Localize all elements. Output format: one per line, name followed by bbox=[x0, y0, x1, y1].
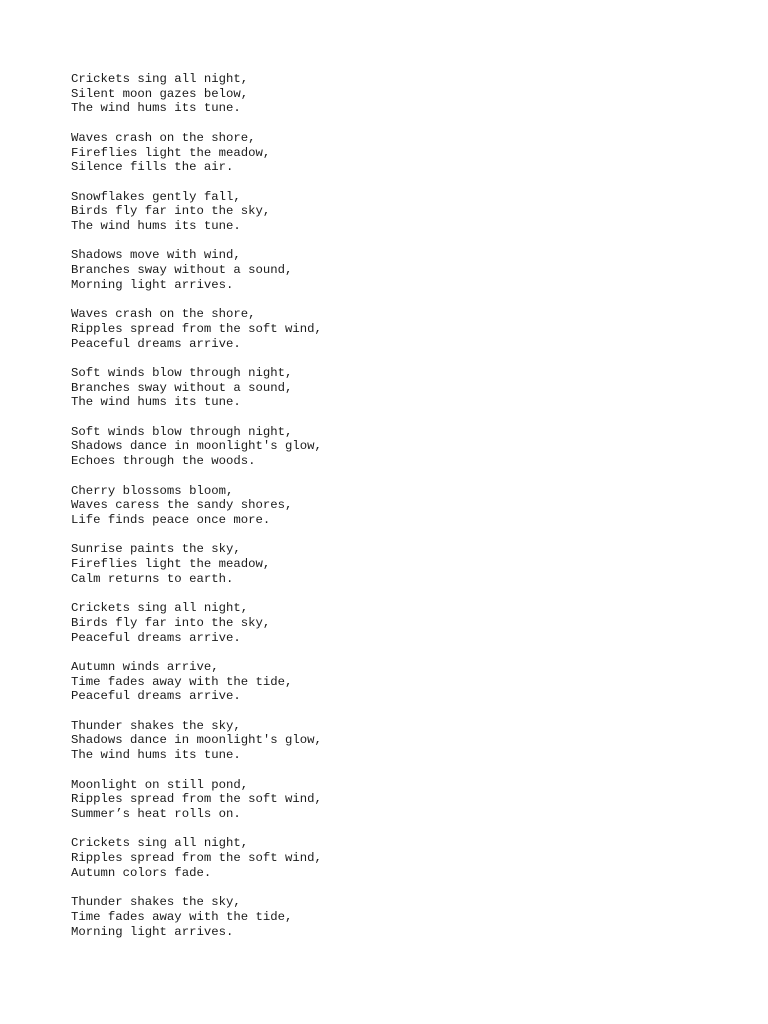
poem-stanza bbox=[71, 131, 731, 175]
poem-line: Snowflakes gently fall, bbox=[71, 189, 241, 204]
poem-line: Waves crash on the shore, bbox=[71, 307, 256, 322]
poem-line: Autumn winds arrive, bbox=[71, 659, 219, 674]
poem-line: Time fades away with the tide, bbox=[71, 909, 293, 924]
poem-stanza bbox=[71, 542, 731, 586]
poem-stanza bbox=[71, 895, 731, 939]
poem-stanza bbox=[71, 484, 731, 528]
poem-line: Morning light arrives. bbox=[71, 924, 234, 939]
poem-line: Life finds peace once more. bbox=[71, 512, 271, 527]
poem-line: Sunrise paints the sky, bbox=[71, 542, 241, 557]
poem-stanza bbox=[71, 425, 731, 469]
poem-line: Moonlight on still pond, bbox=[71, 777, 249, 792]
poem-line: Fireflies light the meadow, bbox=[71, 557, 271, 572]
poem-line: Calm returns to earth. bbox=[71, 571, 234, 586]
poem-line: The wind hums its tune. bbox=[71, 748, 241, 763]
document-page bbox=[71, 72, 731, 954]
poem-line: Ripples spread from the soft wind, bbox=[71, 851, 322, 866]
poem-stanza bbox=[71, 72, 731, 116]
poem-line: Waves crash on the shore, bbox=[71, 130, 256, 145]
poem-line: Ripples spread from the soft wind, bbox=[71, 792, 322, 807]
poem-line: Birds fly far into the sky, bbox=[71, 204, 271, 219]
poem-line: Cherry blossoms bloom, bbox=[71, 483, 234, 498]
poem-stanza bbox=[71, 719, 731, 763]
poem-line: Fireflies light the meadow, bbox=[71, 145, 271, 160]
poem-line: The wind hums its tune. bbox=[71, 219, 241, 233]
poem-line: Thunder shakes the sky, bbox=[71, 895, 241, 910]
poem-line: Silent moon gazes below, bbox=[71, 86, 249, 101]
poem-line: The wind hums its tune. bbox=[71, 395, 241, 410]
poem-line: Birds fly far into the sky, bbox=[71, 615, 271, 630]
poem-line: Peaceful dreams arrive. bbox=[71, 336, 241, 351]
poem-line: Shadows dance in moonlight's glow, bbox=[71, 733, 322, 748]
poem-line: Branches sway without a sound, bbox=[71, 263, 293, 278]
poem-line: Peaceful dreams arrive. bbox=[71, 630, 241, 645]
poem-line: Branches sway without a sound, bbox=[71, 380, 293, 395]
poem-line: Morning light arrives. bbox=[71, 277, 234, 292]
poem-line: Echoes through the woods. bbox=[71, 454, 256, 469]
poem-line: Shadows dance in moonlight's glow, bbox=[71, 439, 322, 454]
poem-line: The wind hums its tune. bbox=[71, 101, 241, 116]
poem-stanza bbox=[71, 190, 731, 234]
poem-stanza bbox=[71, 778, 731, 822]
poem-line: Thunder shakes the sky, bbox=[71, 718, 241, 733]
poem-line: Soft winds blow through night, bbox=[71, 424, 293, 439]
poem-stanza bbox=[71, 601, 731, 645]
poem-stanza bbox=[71, 307, 731, 351]
poem-line: Summer’s heat rolls on. bbox=[71, 806, 241, 821]
poem-line: Soft winds blow through night, bbox=[71, 365, 293, 380]
poem-line: Autumn colors fade. bbox=[71, 865, 212, 880]
poem-line: Crickets sing all night, bbox=[71, 836, 249, 851]
poem-line: Crickets sing all night, bbox=[71, 72, 249, 86]
poem-stanza bbox=[71, 660, 731, 704]
poem-line: Peaceful dreams arrive. bbox=[71, 689, 241, 704]
poem-stanza bbox=[71, 248, 731, 292]
poem-stanza bbox=[71, 366, 731, 410]
poem-line: Time fades away with the tide, bbox=[71, 674, 293, 689]
poem-line: Silence fills the air. bbox=[71, 160, 234, 175]
poem-line: Waves caress the sandy shores, bbox=[71, 498, 293, 513]
poem-stanza bbox=[71, 836, 731, 880]
poem-line: Shadows move with wind, bbox=[71, 248, 241, 263]
poem-line: Ripples spread from the soft wind, bbox=[71, 321, 322, 336]
poem-line: Crickets sing all night, bbox=[71, 601, 249, 616]
